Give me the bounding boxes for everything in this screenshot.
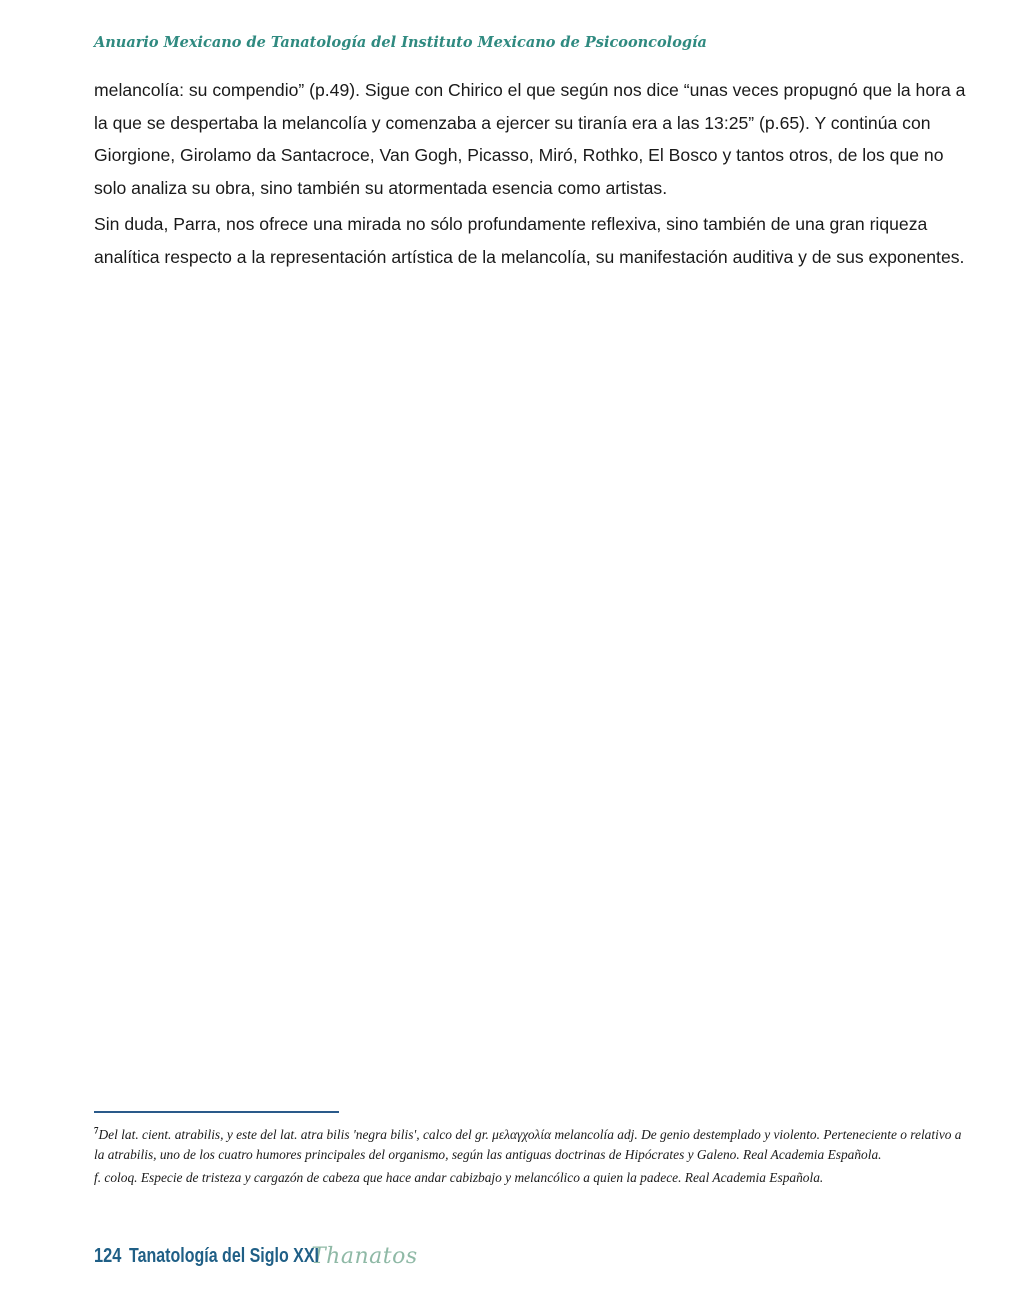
paragraph: melancolía: su compendio” (p.49). Sigue con Chirico el que según nos dice “unas veces propugnó que la hora a la que se despertaba la melancolía y comenzaba a ejercer su tiranía era a las 13:25” (p.65). Y continúa con Giorgione, Girolamo da Santacroce, Van Gogh, Picasso, Miró, Rothko, El Bosco y tantos otros, de los que no solo analiza su obra, sino también su atormentada esencia como artistas. <box>94 80 966 198</box>
footnote-definition <box>94 1168 974 1188</box>
footnote-separator <box>94 1111 339 1113</box>
footnote-7 <box>94 1125 974 1165</box>
footnote-text: f. coloq. Especie de tristeza y cargazón de cabeza que hace andar cabizbajo y melancólico a quien la padece. Real Academia Española. <box>94 1170 824 1185</box>
page-footer <box>94 1236 418 1276</box>
paragraph: Sin duda, Parra, nos ofrece una mirada no sólo profundamente reflexiva, sino también de una gran riqueza analítica respecto a la representación artística de la melancolía, su manifestación auditiva y de sus exponentes. <box>94 214 965 267</box>
thanatos-logo: Thanatos <box>311 1243 418 1269</box>
footnote-text: Del lat. cient. atrabilis, y este del lat. atra bilis 'negra bilis', calco del gr. μελαγχολία melancolía adj. De genio destemplado y violento. Perteneciente o relativo a la atrabilis, uno de los cuatro humores principales del organismo, según las antiguas doctrinas de Hipócrates y Galeno. Real Academia Española. <box>94 1127 962 1162</box>
main-text <box>94 74 974 277</box>
running-header: Anuario Mexicano de Tanatología del Instituto Mexicano de Psicooncología <box>94 34 707 51</box>
footnotes <box>94 1125 974 1191</box>
footnote-marker: 7 <box>94 1125 99 1136</box>
page-number: 124 <box>94 1244 122 1267</box>
journal-name: Tanatología del Siglo XXI <box>129 1244 319 1267</box>
